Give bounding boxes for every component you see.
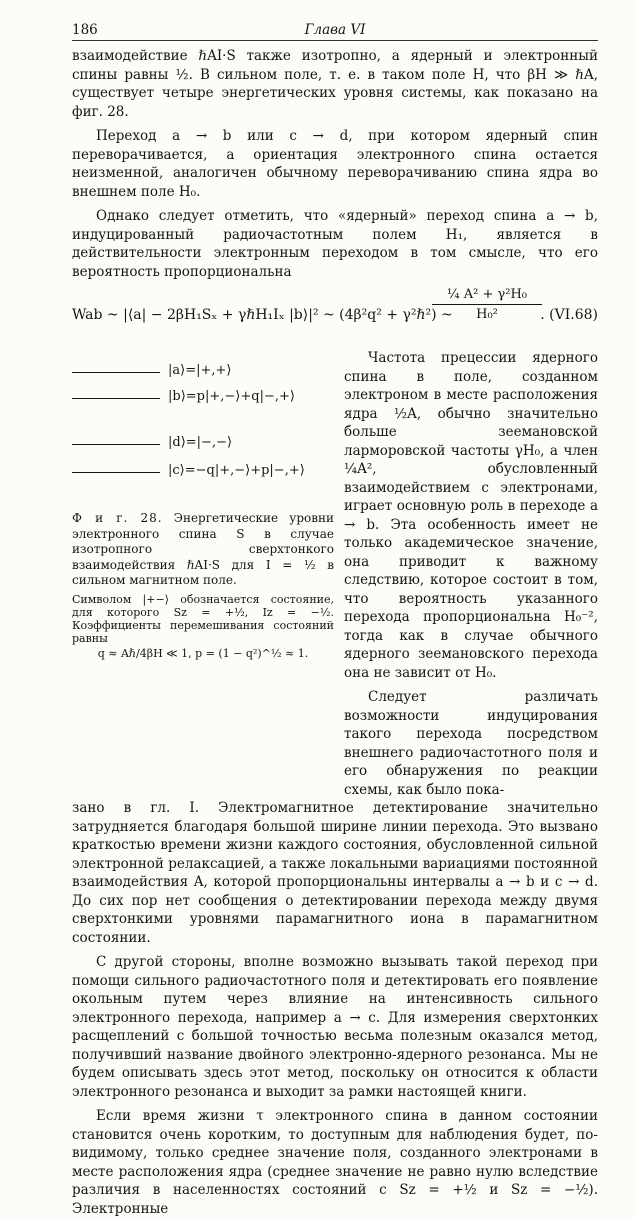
level-line	[72, 444, 160, 445]
level-c	[72, 463, 334, 481]
figure-28	[72, 349, 334, 799]
paragraph-7: Если время жизни τ электронного спина в данном состоянии становится очень коротким, то доступным для наблюдения будет, по-видимому, только среднее значение поля, созданного электронами в месте расположения ядра (среднее значение не равно нулю вследствие различия в населенностях состояний с Sz = +½ и Sz = −½). Электронные	[72, 1108, 598, 1217]
page	[72, 22, 598, 1218]
caption-text: Энергетические уровни электронного спина S в случае изотропного сверхтонкого взаимодействия ℏAI·S для I = ½ в сильном магнитном поле.	[72, 511, 334, 587]
figure-caption	[72, 511, 334, 589]
paragraph-5-start: Следует различать возможности индуцирования такого перехода посредством внешнего радиочастотного поля и его обнаружения по реакции схемы, как было пока-	[344, 689, 598, 798]
equation-numerator: ¼ A² + γ²H₀	[432, 287, 542, 305]
level-line	[72, 372, 160, 373]
level-line	[72, 472, 160, 473]
running-header	[72, 22, 598, 41]
equation-denominator: H₀²	[476, 307, 498, 322]
side-text-column	[344, 349, 598, 799]
level-d	[72, 435, 334, 453]
paragraph-2: Переход a → b или c → d, при котором ядерный спин переворачивается, а ориентация электронного спина остается неизменной, аналогичен обычному переворачиванию спина ядра во внешнем поле H₀.	[72, 128, 598, 200]
note-formula: q ≈ Aℏ/4βH ≪ 1, p = (1 − q²)^½ ≈ 1.	[97, 646, 309, 660]
page-number: 186	[72, 22, 98, 38]
equation-label: . (VI.68)	[540, 307, 598, 323]
paragraph-1: взаимодействие ℏAI·S также изотропно, а ядерный и электронный спины равны ½. В сильном поле, т. е. в таком поле H, что βH ≫ ℏA, существует четыре энергетических уровня системы, как показано на фиг. 28.	[72, 48, 598, 120]
equation-lhs: Wab ~ |⟨a| − 2βH₁Sₓ + γℏH₁Iₓ |b⟩|² ~ (4β²q² + γ²ℏ²) ~	[72, 307, 453, 323]
level-state-label: |d⟩=|−,−⟩	[168, 435, 233, 450]
figure-and-text	[72, 349, 598, 799]
level-line	[72, 398, 160, 399]
paragraph-3: Однако следует отметить, что «ядерный» переход спина a → b, индуцированный радиочастотным полем H₁, является в действительности электронным переходом в том смысле, что его вероятность пропорциональна	[72, 208, 598, 280]
paragraph-4: Частота прецессии ядерного спина в поле, созданном электроном в месте расположения ядра ½A, обычно значительно больше зеемановской ларморовской частоты γH₀, а член ¼A², обусловленный взаимодействием с электронами, играет основную роль в переходе a → b. Эта особенность имеет не только академическое значение, она приводит к важному следствию, которое состоит в том, что вероятность указанного перехода пропорциональна H₀⁻², тогда как в случае обычного ядерного зеемановского перехода она не зависит от H₀.	[344, 350, 598, 681]
level-a	[72, 363, 334, 381]
level-state-label: |c⟩=−q|+,−⟩+p|−,+⟩	[168, 463, 305, 478]
equation-vi-68	[72, 287, 598, 343]
energy-level-diagram	[72, 355, 334, 505]
level-state-label: |b⟩=p|+,−⟩+q|−,+⟩	[168, 389, 295, 404]
chapter-title: Глава VI	[304, 22, 366, 38]
paragraph-5-continued: зано в гл. I. Электромагнитное детектирование значительно затрудняется благодаря большой ширине линии перехода. Это вызвано краткостью времени жизни каждого состояния, обусловленной сильной электронной релаксацией, а также локальными вариациями постоянной взаимодействия A, которой пропорциональны интервалы a → b и c → d. До сих пор нет сообщения о детектировании перехода между двумя сверхтонкими уровнями парамагнитного иона в парамагнитном состоянии.	[72, 800, 598, 946]
level-b	[72, 389, 334, 407]
figure-note	[72, 593, 334, 660]
level-state-label: |a⟩=|+,+⟩	[168, 363, 232, 378]
equation-fraction	[432, 287, 542, 322]
paragraph-6: С другой стороны, вполне возможно вызывать такой переход при помощи сильного радиочастотного поля и детектировать его появление окольным путем через влияние на интенсивность сильного электронного перехода, например a → c. Для измерения сверхтонких расщеплений с большой точностью весьма полезным оказался метод, получивший название двойного электронно-ядерного резонанса. Мы не будем описывать здесь этот метод, поскольку он относится к области электронного резонанса и выходит за рамки настоящей книги.	[72, 954, 598, 1100]
note-text: Символом |+−⟩ обозначается состояние, для которого Sz = +½, Iz = −½. Коэффициенты перемешивания состояний равны	[72, 592, 334, 645]
caption-label: Ф и г. 28.	[72, 511, 163, 525]
